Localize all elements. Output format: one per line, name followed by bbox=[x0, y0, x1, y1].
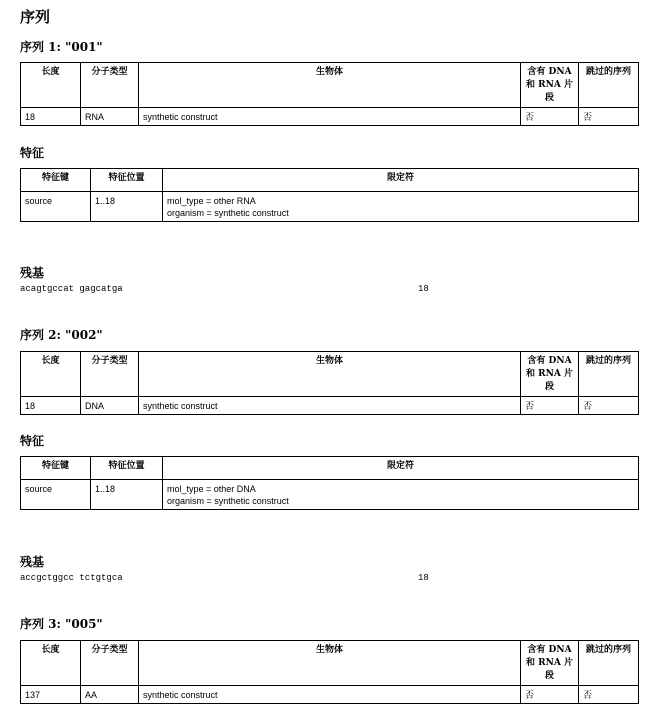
feature-heading: 特征 bbox=[20, 146, 45, 160]
cell-length: 18 bbox=[21, 397, 81, 415]
header-skipped: 跳过的序列 bbox=[579, 641, 639, 686]
header-qualifiers: 限定符 bbox=[163, 457, 639, 480]
header-qualifiers: 限定符 bbox=[163, 169, 639, 192]
residues-count: 18 bbox=[418, 284, 429, 294]
cell-feature-key: source bbox=[21, 480, 91, 510]
residues-heading: 残基 bbox=[20, 555, 45, 569]
cell-organism: synthetic construct bbox=[139, 397, 521, 415]
sequence-1-table bbox=[20, 62, 639, 126]
cell-has-dna-rna: 否 bbox=[521, 686, 579, 704]
page-title: 序列 bbox=[20, 8, 51, 26]
header-feature-location: 特征位置 bbox=[91, 169, 163, 192]
cell-mol-type: AA bbox=[81, 686, 139, 704]
cell-skipped: 否 bbox=[579, 686, 639, 704]
header-feature-key: 特征键 bbox=[21, 169, 91, 192]
header-mol-type: 分子类型 bbox=[81, 641, 139, 686]
header-skipped: 跳过的序列 bbox=[579, 63, 639, 108]
header-feature-location: 特征位置 bbox=[91, 457, 163, 480]
qualifier-organism: organism = synthetic construct bbox=[167, 208, 289, 218]
residues-heading: 残基 bbox=[20, 266, 45, 280]
header-has-dna-rna: 含有 DNA 和 RNA 片段 bbox=[521, 63, 579, 108]
cell-mol-type: RNA bbox=[81, 108, 139, 126]
cell-feature-location: 1..18 bbox=[91, 480, 163, 510]
feature-1-table bbox=[20, 168, 639, 222]
residues-text: acagtgccat gagcatga bbox=[20, 284, 123, 294]
cell-feature-key: source bbox=[21, 192, 91, 222]
residues-count: 18 bbox=[418, 573, 429, 583]
table-row bbox=[21, 480, 639, 510]
header-skipped: 跳过的序列 bbox=[579, 352, 639, 397]
feature-heading: 特征 bbox=[20, 434, 45, 448]
qualifier-mol-type: mol_type = other DNA bbox=[167, 484, 256, 494]
header-mol-type: 分子类型 bbox=[81, 63, 139, 108]
cell-qualifiers bbox=[163, 480, 639, 510]
cell-qualifiers bbox=[163, 192, 639, 222]
header-length: 长度 bbox=[21, 352, 81, 397]
table-row bbox=[21, 192, 639, 222]
sequence-3-table bbox=[20, 640, 639, 704]
header-has-dna-rna: 含有 DNA 和 RNA 片段 bbox=[521, 352, 579, 397]
cell-skipped: 否 bbox=[579, 108, 639, 126]
header-organism: 生物体 bbox=[139, 63, 521, 108]
header-mol-type: 分子类型 bbox=[81, 352, 139, 397]
header-length: 长度 bbox=[21, 641, 81, 686]
table-row bbox=[21, 108, 639, 126]
sequence-2-table bbox=[20, 351, 639, 415]
sequence-3-heading: 序列 3: "005" bbox=[20, 617, 103, 631]
table-row bbox=[21, 686, 639, 704]
table-row bbox=[21, 397, 639, 415]
cell-length: 137 bbox=[21, 686, 81, 704]
cell-feature-location: 1..18 bbox=[91, 192, 163, 222]
cell-organism: synthetic construct bbox=[139, 108, 521, 126]
header-organism: 生物体 bbox=[139, 352, 521, 397]
qualifier-mol-type: mol_type = other RNA bbox=[167, 196, 256, 206]
cell-length: 18 bbox=[21, 108, 81, 126]
cell-organism: synthetic construct bbox=[139, 686, 521, 704]
header-organism: 生物体 bbox=[139, 641, 521, 686]
sequence-2-heading: 序列 2: "002" bbox=[20, 328, 103, 342]
header-has-dna-rna: 含有 DNA 和 RNA 片段 bbox=[521, 641, 579, 686]
header-length: 长度 bbox=[21, 63, 81, 108]
qualifier-organism: organism = synthetic construct bbox=[167, 496, 289, 506]
cell-mol-type: DNA bbox=[81, 397, 139, 415]
feature-2-table bbox=[20, 456, 639, 510]
sequence-1-heading: 序列 1: "001" bbox=[20, 40, 103, 54]
cell-has-dna-rna: 否 bbox=[521, 397, 579, 415]
cell-has-dna-rna: 否 bbox=[521, 108, 579, 126]
header-feature-key: 特征键 bbox=[21, 457, 91, 480]
residues-text: accgctggcc tctgtgca bbox=[20, 573, 123, 583]
cell-skipped: 否 bbox=[579, 397, 639, 415]
